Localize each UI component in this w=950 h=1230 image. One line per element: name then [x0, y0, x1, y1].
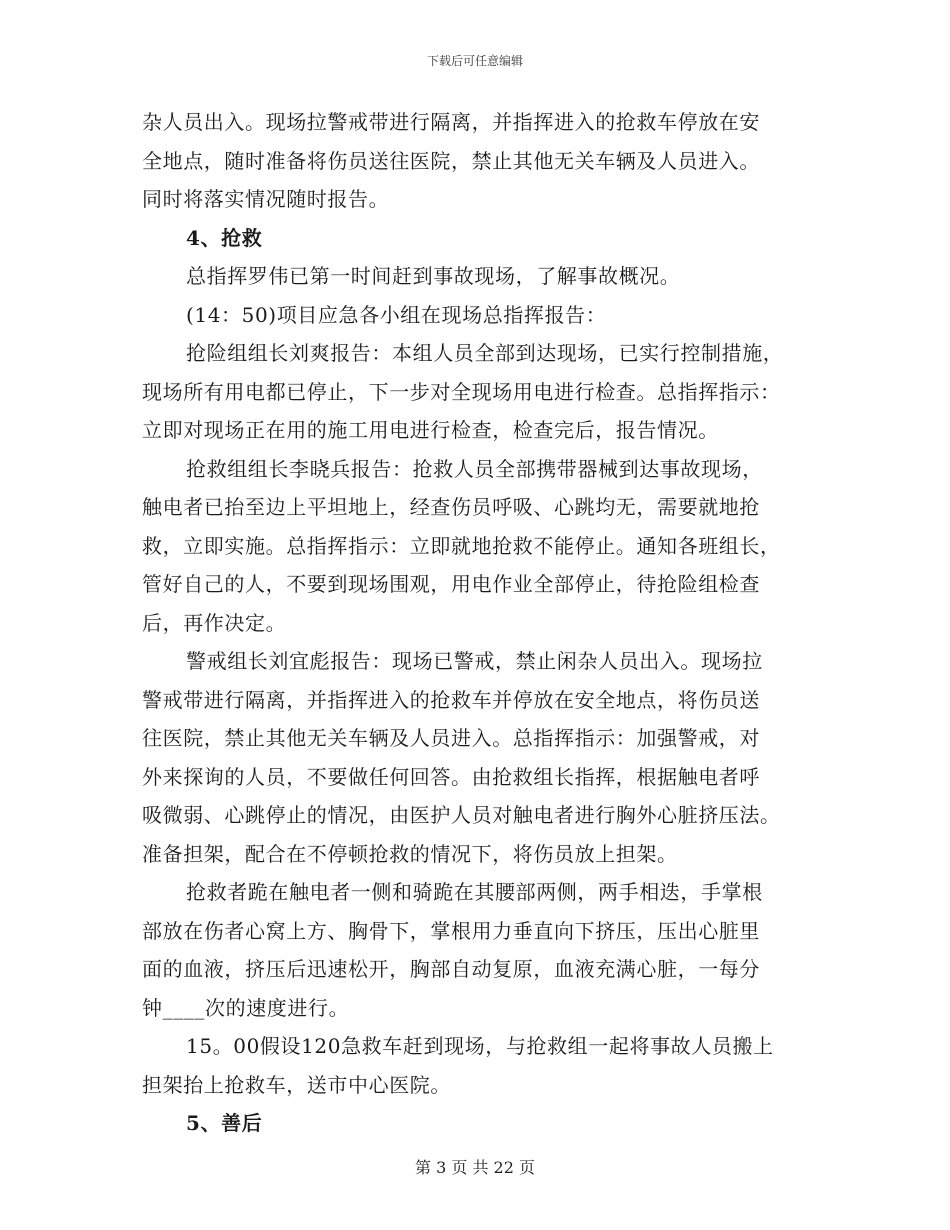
page-footer: 第 3 页 共 22 页	[415, 1158, 535, 1177]
text-line: 钟____次的速度进行。	[142, 995, 350, 1020]
text-line: 15。00假设120急救车赶到现场，与抢救组一起将事故人员搬上	[186, 1034, 774, 1058]
text-line: 立即对现场正在用的施工用电进行检查，检查完后，报告情况。	[142, 418, 719, 442]
text-line: 抢救者跪在触电者一侧和骑跪在其腰部两侧，两手相迭，手掌根	[186, 880, 763, 904]
section-heading: 5、善后	[186, 1111, 263, 1135]
text-line: 抢救组组长李晓兵报告：抢救人员全部携带器械到达事故现场，	[186, 456, 763, 481]
text-line: 管好自己的人，不要到现场围观，用电作业全部停止，待抢险组检查	[142, 572, 760, 596]
text-line: 杂人员出入。现场拉警戒带进行隔离，并指挥进入的抢救车停放在安	[142, 110, 760, 134]
text-line: 现场所有用电都已停止，下一步对全现场用电进行检查。总指挥指示：	[142, 379, 781, 404]
text-line: 后，再作决定。	[142, 610, 287, 635]
text-line: 同时将落实情况随时报告。	[142, 187, 390, 211]
text-line: 救，立即实施。总指挥指示：立即就地抢救不能停止。通知各班组长，	[142, 533, 781, 558]
text-line: 往医院，禁止其他无关车辆及人员进入。总指挥指示：加强警戒，对	[142, 726, 760, 750]
text-line: 警戒带进行隔离，并指挥进入的抢救车并停放在安全地点，将伤员送	[142, 687, 760, 712]
text-line: 警戒组长刘宜彪报告：现场已警戒，禁止闲杂人员出入。现场拉	[186, 649, 763, 673]
text-line: 面的血液，挤压后迅速松开，胸部自动复原，血液充满心脏，一每分	[142, 957, 760, 981]
text-line: 触电者已抬至边上平坦地上，经查伤员呼吸、心跳均无，需要就地抢	[142, 495, 760, 519]
text-line: 总指挥罗伟已第一时间赶到事故现场，了解事故概况。	[186, 264, 681, 288]
text-line: 吸微弱、心跳停止的情况，由医护人员对触电者进行胸外心脏挤压法。	[142, 803, 781, 827]
text-line: 部放在伤者心窝上方、胸骨下，掌根用力垂直向下挤压，压出心脏里	[142, 918, 760, 943]
text-line: 全地点，随时准备将伤员送往医院，禁止其他无关车辆及人员进入。	[142, 148, 760, 173]
section-heading: 4、抢救	[186, 225, 263, 250]
text-line: 抢险组组长刘爽报告：本组人员全部到达现场，已实行控制措施，	[186, 341, 784, 365]
text-line: (14：50)项目应急各小组在现场总指挥报告：	[186, 302, 607, 327]
page-header: 下载后可任意编辑	[426, 54, 523, 68]
text-line: 外来探询的人员，不要做任何回答。由抢救组长指挥，根据触电者呼	[142, 764, 760, 789]
text-line: 准备担架，配合在不停顿抢救的情况下，将伤员放上担架。	[142, 841, 678, 866]
text-line: 担架抬上抢救车，送市中心医院。	[142, 1072, 451, 1097]
document-body	[142, 103, 822, 1143]
